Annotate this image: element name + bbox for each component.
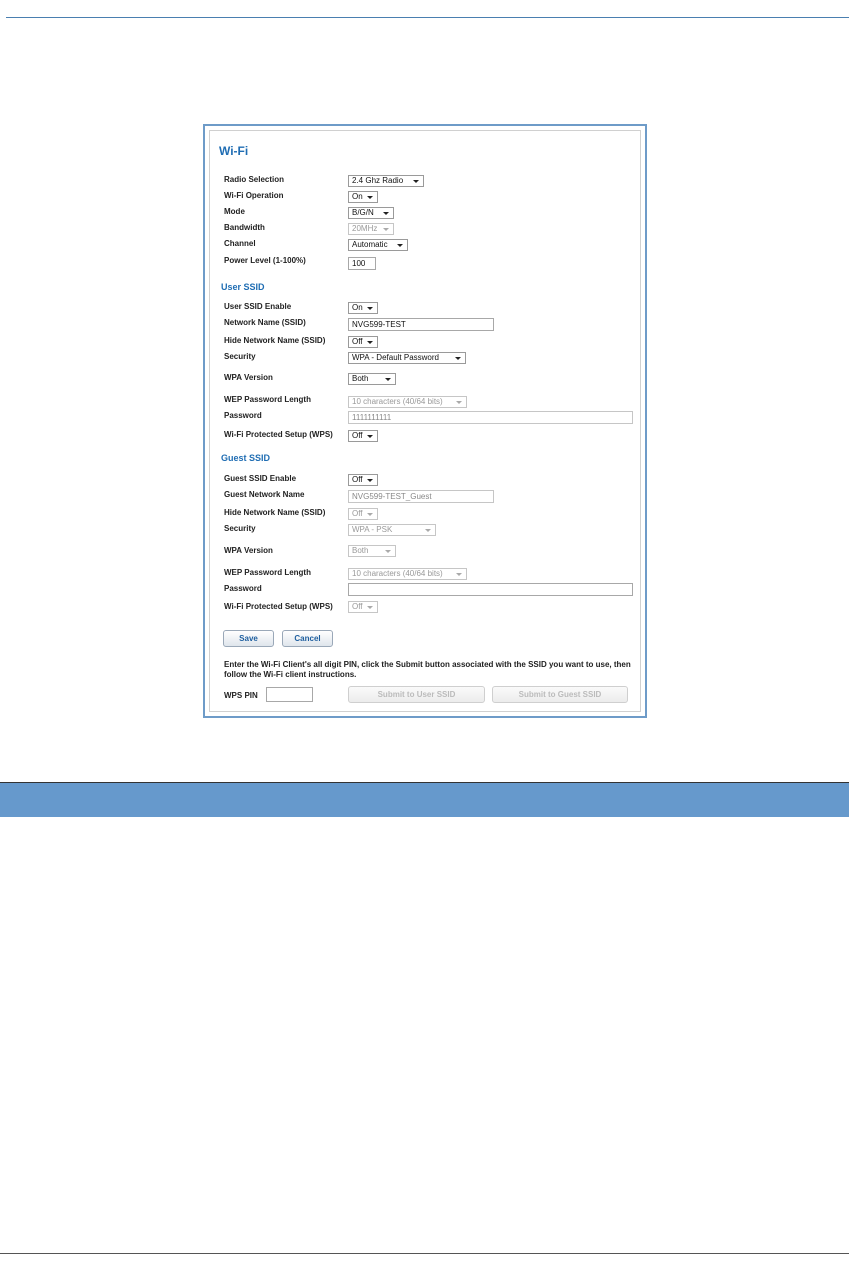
chevron-down-icon bbox=[367, 606, 373, 609]
power-level-label: Power Level (1-100%) bbox=[224, 256, 306, 265]
mode-value: B/G/N bbox=[352, 208, 374, 217]
chevron-down-icon bbox=[456, 573, 462, 576]
bandwidth-value: 20MHz bbox=[352, 224, 378, 233]
guest-wps-select[interactable] bbox=[348, 601, 378, 613]
power-level-input[interactable]: 100 bbox=[348, 257, 376, 270]
chevron-down-icon bbox=[367, 307, 373, 310]
password-label: Password bbox=[224, 411, 262, 420]
guest-security-select[interactable] bbox=[348, 524, 436, 536]
wps-value: Off bbox=[352, 431, 363, 440]
wep-length-value: 10 characters (40/64 bits) bbox=[352, 397, 443, 406]
channel-value: Automatic bbox=[352, 240, 388, 249]
radio-selection-label: Radio Selection bbox=[224, 175, 285, 184]
guest-hide-name-label: Hide Network Name (SSID) bbox=[224, 508, 326, 517]
submit-user-ssid-button[interactable]: Submit to User SSID bbox=[348, 686, 485, 703]
chevron-down-icon bbox=[367, 196, 373, 199]
guest-wpa-version-select[interactable] bbox=[348, 545, 396, 557]
security-value: WPA - Default Password bbox=[352, 353, 439, 362]
guest-wpa-version-label: WPA Version bbox=[224, 546, 273, 555]
network-name-input[interactable]: NVG599-TEST bbox=[348, 318, 494, 331]
channel-select[interactable] bbox=[348, 239, 408, 251]
chevron-down-icon bbox=[397, 244, 403, 247]
guest-wep-length-value: 10 characters (40/64 bits) bbox=[352, 569, 443, 578]
bottom-divider bbox=[0, 1253, 849, 1254]
guest-network-name-label: Guest Network Name bbox=[224, 490, 305, 499]
wps-pin-input[interactable] bbox=[266, 687, 313, 702]
save-button[interactable]: Save bbox=[223, 630, 274, 647]
chevron-down-icon bbox=[367, 513, 373, 516]
guest-security-label: Security bbox=[224, 524, 256, 533]
mode-label: Mode bbox=[224, 207, 245, 216]
bandwidth-select[interactable] bbox=[348, 223, 394, 235]
guest-password-label: Password bbox=[224, 584, 262, 593]
chevron-down-icon bbox=[383, 212, 389, 215]
user-ssid-enable-select[interactable] bbox=[348, 302, 378, 314]
chevron-down-icon bbox=[455, 357, 461, 360]
guest-ssid-enable-value: Off bbox=[352, 475, 363, 484]
hide-network-name-value: Off bbox=[352, 337, 363, 346]
wps-select[interactable] bbox=[348, 430, 378, 442]
chevron-down-icon bbox=[367, 341, 373, 344]
wep-length-select[interactable] bbox=[348, 396, 467, 408]
guest-wps-label: Wi-Fi Protected Setup (WPS) bbox=[224, 602, 333, 611]
submit-guest-ssid-button[interactable]: Submit to Guest SSID bbox=[492, 686, 628, 703]
guest-wep-length-select[interactable] bbox=[348, 568, 467, 580]
guest-security-value: WPA - PSK bbox=[352, 525, 393, 534]
wifi-operation-value: On bbox=[352, 192, 363, 201]
chevron-down-icon bbox=[383, 228, 389, 231]
footer-band bbox=[0, 782, 849, 817]
wps-label: Wi-Fi Protected Setup (WPS) bbox=[224, 430, 333, 439]
user-ssid-title: User SSID bbox=[221, 282, 265, 292]
chevron-down-icon bbox=[385, 378, 391, 381]
guest-password-input[interactable] bbox=[348, 583, 633, 596]
wps-pin-label: WPS PIN bbox=[224, 691, 258, 700]
guest-ssid-enable-label: Guest SSID Enable bbox=[224, 474, 297, 483]
radio-selection-value: 2.4 Ghz Radio bbox=[352, 176, 404, 185]
wifi-operation-select[interactable] bbox=[348, 191, 378, 203]
security-label: Security bbox=[224, 352, 256, 361]
top-divider bbox=[6, 0, 849, 18]
radio-selection-select[interactable] bbox=[348, 175, 424, 187]
guest-hide-name-value: Off bbox=[352, 509, 363, 518]
chevron-down-icon bbox=[367, 435, 373, 438]
channel-label: Channel bbox=[224, 239, 256, 248]
wpa-version-label: WPA Version bbox=[224, 373, 273, 382]
user-ssid-enable-label: User SSID Enable bbox=[224, 302, 292, 311]
wpa-version-select[interactable] bbox=[348, 373, 396, 385]
guest-network-name-input[interactable]: NVG599-TEST_Guest bbox=[348, 490, 494, 503]
chevron-down-icon bbox=[413, 180, 419, 183]
chevron-down-icon bbox=[456, 401, 462, 404]
cancel-button[interactable]: Cancel bbox=[282, 630, 333, 647]
guest-wpa-version-value: Both bbox=[352, 546, 369, 555]
security-select[interactable] bbox=[348, 352, 466, 364]
hide-network-name-select[interactable] bbox=[348, 336, 378, 348]
wifi-operation-label: Wi-Fi Operation bbox=[224, 191, 284, 200]
network-name-label: Network Name (SSID) bbox=[224, 318, 306, 327]
wep-length-label: WEP Password Length bbox=[224, 395, 311, 404]
chevron-down-icon bbox=[367, 479, 373, 482]
chevron-down-icon bbox=[425, 529, 431, 532]
wifi-title: Wi-Fi bbox=[219, 144, 249, 158]
user-ssid-enable-value: On bbox=[352, 303, 363, 312]
hide-network-name-label: Hide Network Name (SSID) bbox=[224, 336, 326, 345]
guest-ssid-title: Guest SSID bbox=[221, 453, 271, 463]
wps-instructions: Enter the Wi-Fi Client's all digit PIN, click the Submit button associated with the SSID you want to use, then follow the Wi-Fi client instructions. bbox=[224, 660, 631, 679]
wpa-version-value: Both bbox=[352, 374, 369, 383]
password-input[interactable]: 1111111111 bbox=[348, 411, 633, 424]
mode-select[interactable] bbox=[348, 207, 394, 219]
bandwidth-label: Bandwidth bbox=[224, 223, 265, 232]
chevron-down-icon bbox=[385, 550, 391, 553]
guest-ssid-enable-select[interactable] bbox=[348, 474, 378, 486]
guest-wps-value: Off bbox=[352, 602, 363, 611]
guest-hide-name-select[interactable] bbox=[348, 508, 378, 520]
guest-wep-length-label: WEP Password Length bbox=[224, 568, 311, 577]
